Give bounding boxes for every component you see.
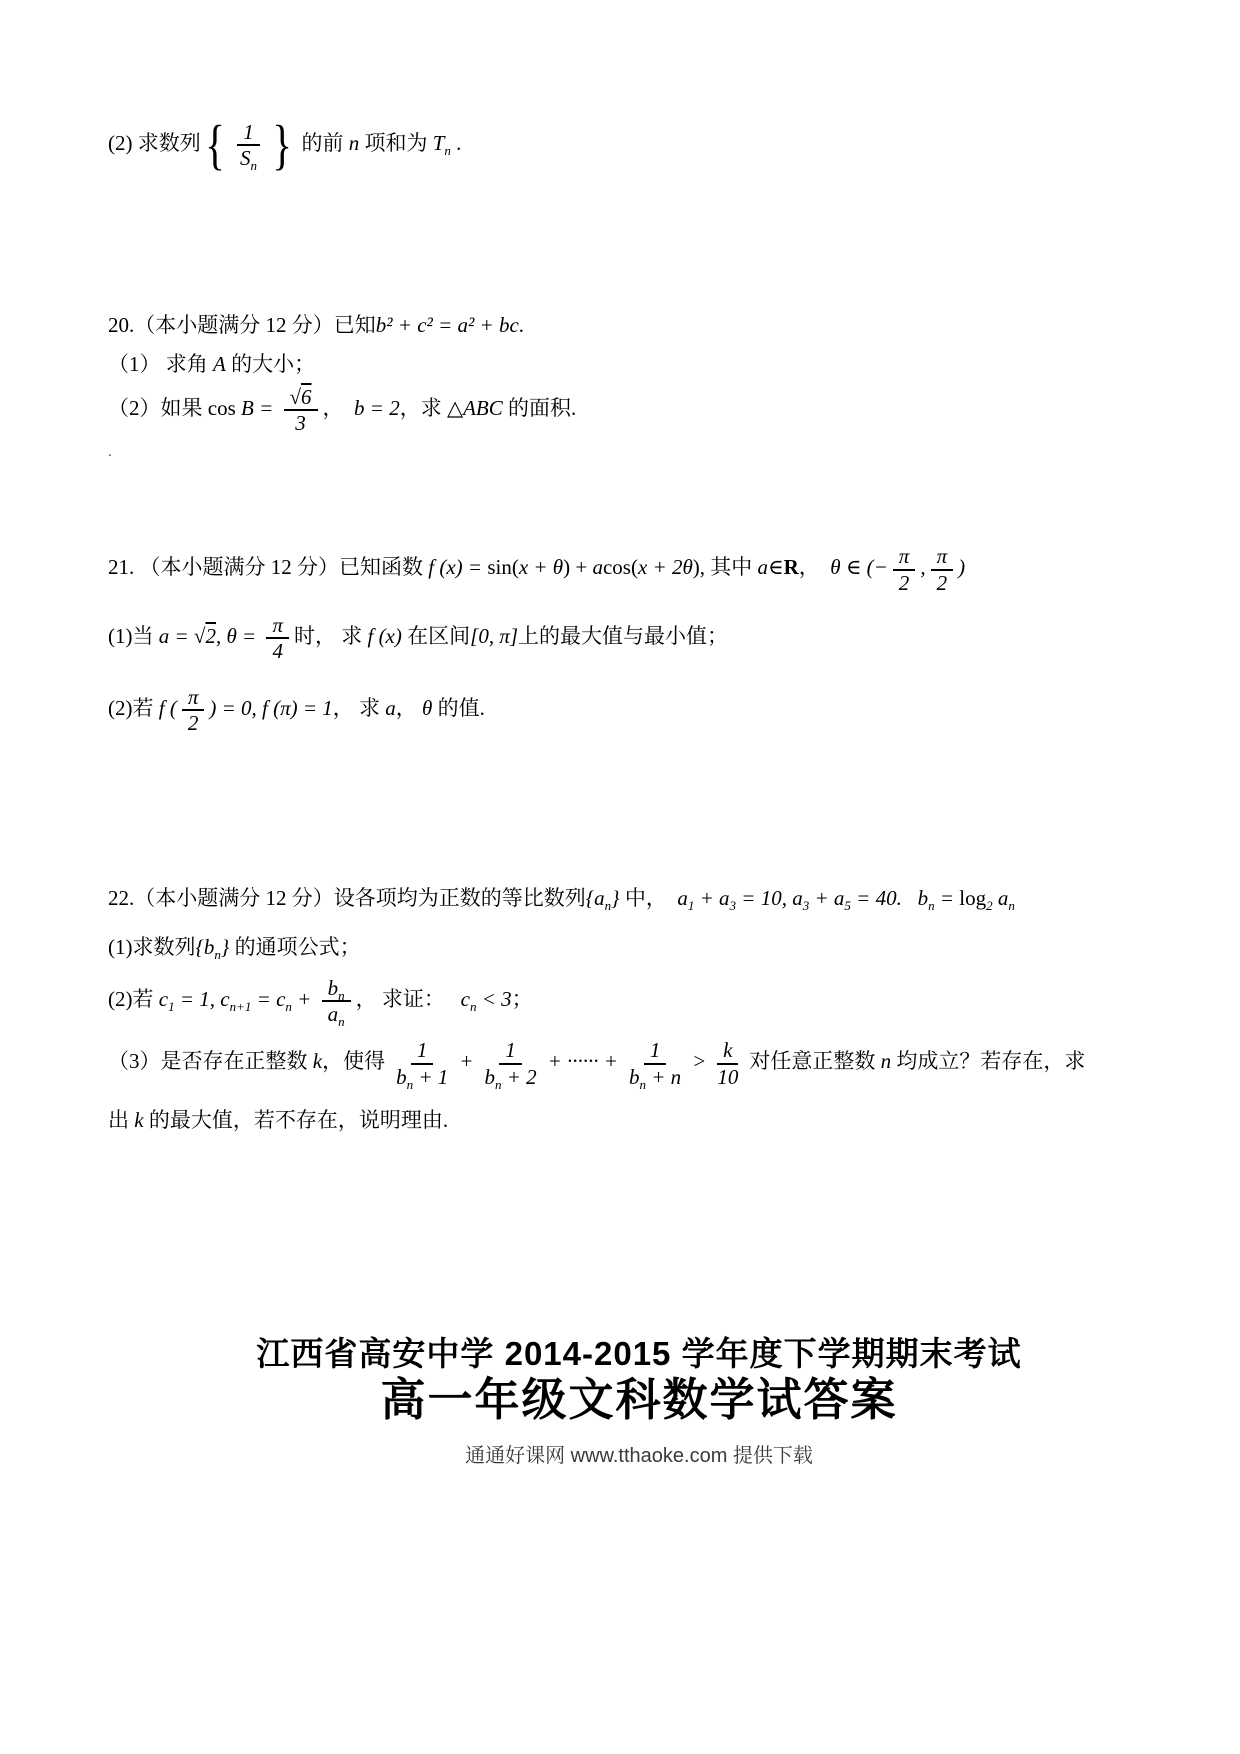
math-run: = 10, a <box>736 886 803 911</box>
math-run: 1 <box>416 1038 428 1063</box>
fraction <box>711 1038 744 1088</box>
problem-21-part2 <box>108 683 1170 737</box>
answer-key-title: 高一年级文科数学试答案 <box>380 1374 898 1426</box>
math-run: n <box>880 1049 892 1074</box>
fraction <box>390 1038 454 1092</box>
text-run: 均成立？若存在，求 <box>891 1049 1086 1074</box>
text-run: 对任意正整数 <box>749 1049 881 1074</box>
text-run: 的值. <box>432 695 485 720</box>
problem-22-part3-line1 <box>108 1036 1170 1090</box>
problem-20-heading <box>108 310 1170 340</box>
problem-22-heading <box>108 883 1170 913</box>
math-run: [0, π] <box>470 623 519 648</box>
text-run: 的大小； <box>225 351 316 376</box>
math-run: c <box>158 987 169 1012</box>
subscript: n <box>338 1014 345 1030</box>
subscript: 1 <box>168 999 175 1015</box>
subscript: n <box>285 999 292 1015</box>
math-run: a <box>327 1002 339 1027</box>
math-run: 2 <box>898 570 910 595</box>
math-run: 3 <box>295 411 306 436</box>
fraction <box>623 1038 687 1092</box>
math-run: + a <box>809 886 845 911</box>
math-run: log <box>959 886 987 911</box>
math-run: k <box>312 1049 323 1074</box>
subscript: n <box>639 1076 646 1092</box>
subscript: n <box>928 898 935 914</box>
math-run: B = <box>235 396 279 421</box>
math-run: cos( <box>602 555 638 580</box>
text-run: 的面积. <box>502 396 577 421</box>
fraction <box>234 120 263 174</box>
text-run: 的通项公式； <box>229 934 361 959</box>
math-run: b <box>628 1064 640 1089</box>
subscript: n <box>469 999 477 1015</box>
text-run: 22.（本小题满分 12 分）设各项均为正数的等比数列 <box>108 886 586 911</box>
text-run <box>902 886 918 910</box>
math-run: + 2 <box>501 1064 537 1089</box>
answer-title-block <box>108 1333 1170 1426</box>
math-run: = c <box>251 987 286 1012</box>
math-run: + <box>459 1049 474 1074</box>
math-run: x + 2θ <box>637 555 693 580</box>
fraction <box>893 544 916 594</box>
math-run: 4 <box>272 638 283 663</box>
text-run: ，求 <box>399 396 447 421</box>
subscript: n <box>406 1076 414 1092</box>
math-run: a <box>592 555 603 580</box>
fraction <box>478 1038 542 1092</box>
subscript: n <box>250 158 257 174</box>
text-run: 的前 <box>296 130 349 155</box>
math-run: A <box>213 351 226 376</box>
subscript: n <box>604 898 612 914</box>
math-run: θ ∈ (− <box>830 555 888 580</box>
math-run: , θ = <box>215 623 262 648</box>
text-run: ； <box>511 987 533 1012</box>
math-run: S <box>239 146 251 171</box>
fraction <box>182 685 205 735</box>
math-run: cos <box>207 396 236 421</box>
math-run: + n <box>645 1064 682 1089</box>
math-run: } <box>611 886 620 911</box>
text-run: (2)若 <box>108 695 159 720</box>
math-run: π <box>272 612 283 637</box>
math-run: + 1 <box>413 1064 449 1089</box>
text-run: 20.（本小题满分 12 分）已知 <box>108 313 376 338</box>
math-run: {a <box>585 886 605 911</box>
subscript: n <box>1008 898 1015 914</box>
math-run: k <box>723 1038 733 1063</box>
fraction <box>931 544 954 594</box>
text-run: 21. （本小题满分 12 分）已知函数 <box>108 555 429 580</box>
math-run: } <box>220 934 230 959</box>
math-run: R <box>783 555 799 580</box>
math-run: = <box>934 886 960 911</box>
text-run: (1)当 <box>108 623 159 648</box>
math-run: c <box>460 987 470 1012</box>
big-brace: } <box>272 113 292 175</box>
text-run: (1)求数列 <box>108 934 196 959</box>
text-run: . <box>518 313 525 338</box>
text-run: （1） 求角 <box>108 351 213 376</box>
subscript: 3 <box>802 898 810 914</box>
subscript: n <box>338 988 345 1004</box>
subscript: 2 <box>986 898 993 914</box>
math-run: b = 2 <box>354 396 400 421</box>
subscript: n <box>214 946 221 962</box>
math-run: + ······ + <box>547 1049 618 1074</box>
math-run: a <box>757 555 769 580</box>
math-run: π <box>898 544 910 569</box>
text-run: , 其中 <box>699 555 758 580</box>
problem-21-part1 <box>108 611 1170 665</box>
text-run: ，使得 <box>322 1049 386 1074</box>
text-run: (2)若 <box>108 987 159 1012</box>
math-run: f ( <box>158 695 177 720</box>
math-run: a <box>385 695 396 720</box>
math-run: b <box>484 1064 495 1089</box>
math-run: ABC <box>463 396 503 421</box>
math-run: f (x) <box>367 623 402 648</box>
big-brace: { <box>205 113 225 175</box>
subscript: n <box>444 143 451 159</box>
math-run: a = <box>158 623 194 648</box>
math-run: k <box>134 1107 144 1132</box>
math-run: sin( <box>487 555 519 580</box>
text-run: （3）是否存在正整数 <box>108 1049 313 1074</box>
math-run: 1 <box>649 1038 661 1063</box>
math-run: b² + c² = a² + bc <box>375 313 519 338</box>
math-run: + a <box>694 886 730 911</box>
sqrt-expression: √2 <box>193 623 216 648</box>
math-run: π <box>936 544 948 569</box>
math-run: < 3 <box>476 987 512 1012</box>
math-run: {b <box>195 934 215 959</box>
stray-dot: . <box>108 444 112 461</box>
fraction <box>322 976 351 1030</box>
math-run: = 1, c <box>174 987 230 1012</box>
fraction <box>284 385 318 435</box>
text-run: ， <box>395 695 423 720</box>
fraction <box>266 613 289 663</box>
math-run: x + θ <box>518 555 564 580</box>
math-run: 10 <box>717 1064 739 1089</box>
problem-20-part2 <box>108 383 1170 437</box>
math-run: + <box>291 987 317 1012</box>
text-run: 出 <box>108 1107 135 1132</box>
math-run: n <box>348 130 360 155</box>
subscript: 3 <box>729 898 737 914</box>
text-run: 时， 求 <box>293 623 368 648</box>
math-run: b <box>396 1064 407 1089</box>
math-run: 1 <box>505 1038 516 1063</box>
math-run: △ <box>446 396 464 421</box>
problem-22-part1 <box>108 932 1170 962</box>
problem-21-heading <box>108 542 1170 596</box>
math-run: ) <box>692 555 700 580</box>
math-run: a <box>677 886 688 911</box>
subscript: n+1 <box>229 999 252 1015</box>
problem-20-part1 <box>108 349 1170 379</box>
math-run: ) <box>958 555 966 580</box>
text-run: 上的最大值与最小值； <box>518 623 729 648</box>
text-run: ， <box>322 396 355 421</box>
math-run: 2 <box>187 711 199 736</box>
sqrt-expression: √6 <box>289 385 312 410</box>
site-watermark: 通通好课网 www.tthaoke.com 提供下载 <box>465 1445 813 1468</box>
problem-19-part2-line <box>108 113 1170 175</box>
text-run: 中， <box>619 886 678 911</box>
math-run: π <box>187 685 199 709</box>
text-run: . <box>450 130 462 155</box>
math-run: ∈ <box>768 555 784 580</box>
math-run: T <box>432 130 445 155</box>
math-run: f (x) = <box>428 555 488 580</box>
math-run: , <box>920 555 926 580</box>
problem-22-part3-line2 <box>108 1105 1170 1135</box>
text-run: 的最大值，若不存在，说明理由. <box>143 1107 449 1132</box>
math-run: 2 <box>936 570 948 595</box>
text-run: 项和为 <box>359 130 433 155</box>
math-run: θ <box>422 695 433 720</box>
exam-title: 江西省高安中学 2014-2015 学年度下学期期末考试 <box>256 1335 1022 1373</box>
text-run: （2）如果 <box>108 396 208 421</box>
math-run: b <box>327 976 339 1001</box>
math-run: ) = 0, f (π) = 1 <box>209 695 333 720</box>
text-run: ， 求 <box>332 695 386 720</box>
subscript: 5 <box>844 898 851 914</box>
text-run: (2) 求数列 <box>108 130 201 155</box>
math-run: ) + <box>563 555 593 580</box>
text-run: ， 求证： <box>355 987 461 1012</box>
subscript: 1 <box>687 898 695 914</box>
math-run: 1 <box>243 120 254 144</box>
text-run: ， <box>798 555 831 580</box>
math-run: a <box>992 886 1009 911</box>
text-run: 在区间 <box>401 623 471 648</box>
problem-22-part2 <box>108 974 1170 1028</box>
math-run: > <box>692 1049 707 1074</box>
math-run: = 40. <box>850 886 902 911</box>
subscript: n <box>494 1076 502 1092</box>
math-run: b <box>917 886 929 911</box>
